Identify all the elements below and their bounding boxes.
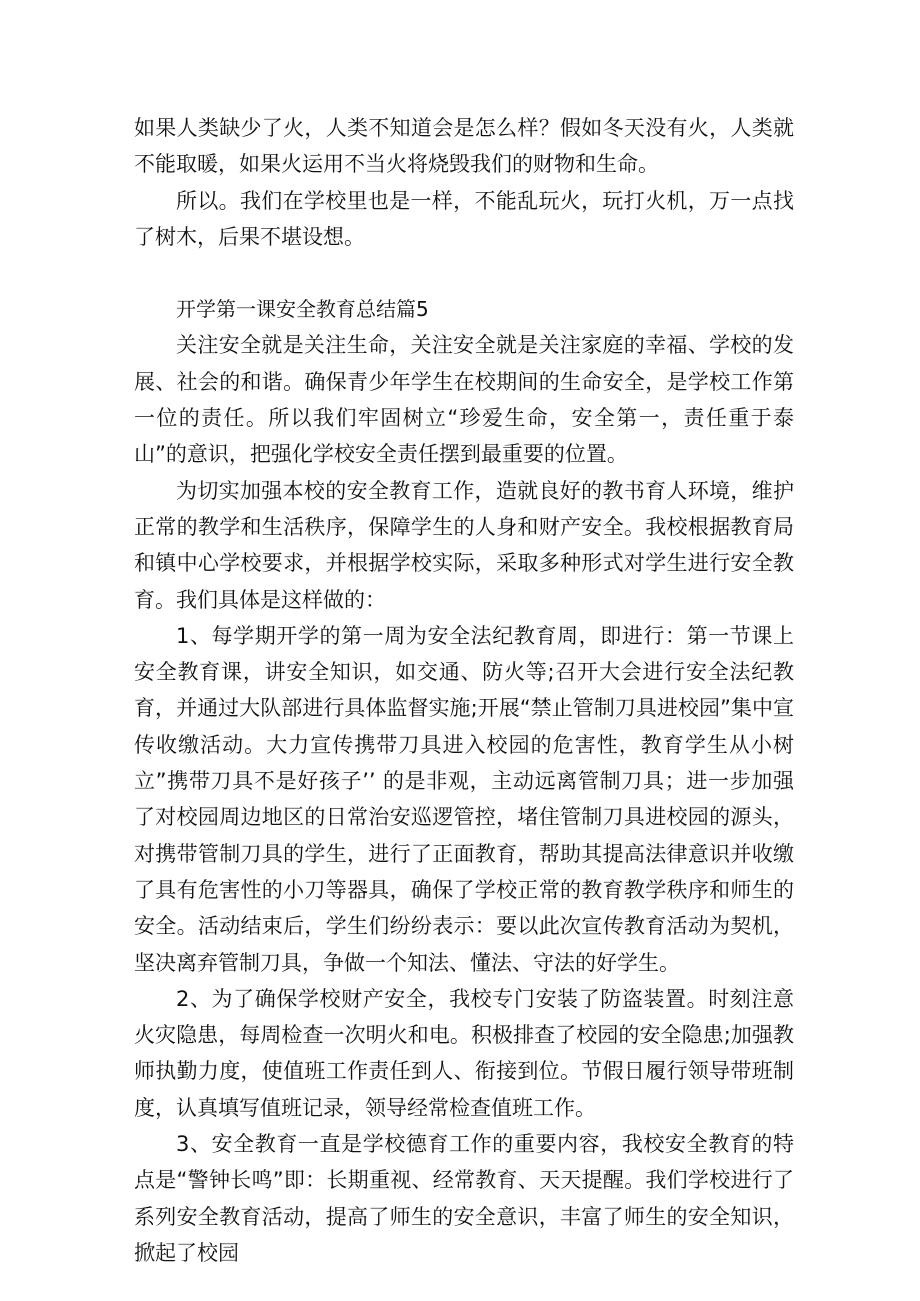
- paragraph-item-3: 3、安全教育一直是学校德育工作的重要内容，我校安全教育的特点是“警钟长鸣”即：长期重视、经常教育、天天提醒。我们学校进行了系列安全教育活动，提高了师生的安全意识，丰富了师生的安全知识，掀起了校园: [134, 1132, 794, 1265]
- paragraph-item-1: 1、每学期开学的第一周为安全法纪教育周，即进行：第一节课上安全教育课，讲安全知识，如交通、防火等;召开大会进行安全法纪教育，并通过大队部进行具体监督实施;开展“禁止管制刀具进校园”集中宣传收缴活动。大力宣传携带刀具进入校园的危害性，教育学生从小树立”携带刀具不是好孩子’’ 的是非观，主动远离管制刀具；进一步加强了对校园周边地区的日常治安巡逻管控，堵住管制刀具进校园的源头，对携带管制刀具的学生，进行了正面教育，帮助其提高法律意识并收缴了具有危害性的小刀等器具，确保了学校正常的教育教学秩序和师生的安全。活动结束后，学生们纷纷表示：要以此次宣传教育活动为契机，坚决离弃管制刀具，争做一个知法、懂法、守法的好学生。: [134, 623, 794, 975]
- paragraph-item-2: 2、为了确保学校财产安全，我校专门安装了防盗装置。时刻注意火灾隐患，每周检查一次明火和电。积极排查了校园的安全隐患;加强教师执勤力度，使值班工作责任到人、衔接到位。节假日履行领导带班制度，认真填写值班记录，领导经常检查值班工作。: [134, 986, 794, 1120]
- paragraph-fire-intro: 如果人类缺少了火，人类不知道会是怎么样？假如冬天没有火，人类就不能取暖，如果火运用不当火将烧毁我们的财物和生命。: [134, 116, 794, 177]
- section-heading: 开学第一课安全教育总结篇5: [176, 297, 429, 322]
- paragraph-safety-focus: 关注安全就是关注生命，关注安全就是关注家庭的幸福、学校的发展、社会的和谐。确保青少年学生在校期间的生命安全，是学校工作第一位的责任。所以我们牢固树立“珍爱生命，安全第一，责任重于泰山”的意识，把强化学校安全责任摆到最重要的位置。: [134, 333, 794, 467]
- document-page: [134, 110, 794, 1271]
- paragraph-gap: [134, 255, 794, 291]
- paragraph-school-fire: 所以。我们在学校里也是一样，不能乱玩火，玩打火机，万一点找了树木，后果不堪设想。: [134, 188, 794, 249]
- paragraph-education-work: 为切实加强本校的安全教育工作，造就良好的教书育人环境，维护正常的教学和生活秩序，保障学生的人身和财产安全。我校根据教育局和镇中心学校要求，并根据学校实际，采取多种形式对学生进行安全教育。我们具体是这样做的：: [134, 478, 794, 612]
